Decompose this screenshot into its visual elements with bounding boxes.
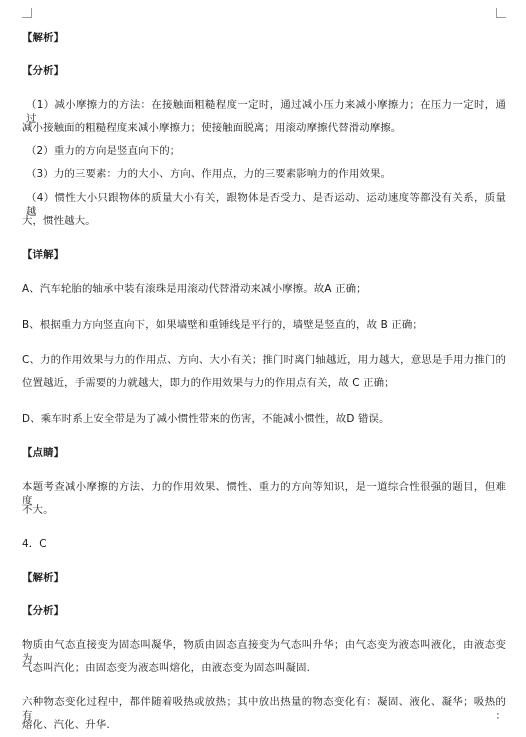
section-heading-xiangjie: 【详解】 — [22, 249, 65, 261]
section-heading-dianjing: 【点睛】 — [22, 447, 65, 459]
paragraph-line: （2）重力的方向是竖直向下的； — [26, 145, 181, 157]
page-corner-mark-left — [22, 8, 32, 18]
section-heading-fenxi: 【分析】 — [22, 65, 65, 77]
paragraph-line: 本题考查减小摩擦的方法、力的作用效果、惯性、重力的方向等知识，是一道综合性很强的题目，但难度 — [22, 481, 506, 507]
paragraph-line: （1）减小摩擦力的方法：在接触面粗糙程度一定时，通过减小压力来减小摩擦力；在压力一定时，通过 — [26, 99, 506, 125]
paragraph-line: 不大。 — [22, 504, 54, 516]
paragraph-line: D、乘车时系上安全带是为了减小惯性带来的伤害，不能减小惯性，故D 错误。 — [22, 413, 390, 425]
page-corner-mark-right — [496, 8, 506, 18]
paragraph-line: A、汽车轮胎的轴承中装有滚珠是用滚动代替滑动来减小摩擦。故A 正确； — [22, 283, 367, 295]
paragraph-line: 熔化、汽化、升华. — [22, 719, 110, 731]
section-heading-jiexi: 【解析】 — [22, 32, 65, 44]
paragraph-line: 减小接触面的粗糙程度来减小摩擦力；使接触面脱离；用滚动摩擦代替滑动摩擦。 — [22, 122, 402, 134]
paragraph-line: B、根据重力方向竖直向下，如果墙壁和重锤线是平行的，墙壁是竖直的，故 B 正确； — [22, 319, 423, 331]
paragraph-line: 大，惯性越大。 — [22, 215, 96, 227]
paragraph-line: C、力的作用效果与力的作用点、方向、大小有关；推门时离门轴越近，用力越大，意思是手用力推门的 — [22, 354, 506, 366]
question-number: 4．C — [22, 538, 47, 550]
section-heading-fenxi: 【分析】 — [22, 605, 65, 617]
paragraph-line: 六种物态变化过程中，都伴随着吸热或放热；其中放出热量的物态变化有：凝固、液化、凝华；吸热的有： — [22, 696, 506, 722]
paragraph-line: 物质由气态直接变为固态叫凝华，物质由固态直接变为气态叫升华；由气态变为液态叫液化，由液态变为 — [22, 639, 506, 665]
paragraph-line: （3）力的三要素：力的大小、方向、作用点，力的三要素影响力的作用效果。 — [26, 168, 392, 180]
paragraph-line: 位置越近，手需要的力就越大，即力的作用效果与力的作用点有关，故 C 正确； — [22, 377, 395, 389]
section-heading-jiexi: 【解析】 — [22, 572, 65, 584]
paragraph-line: 气态叫汽化；由固态变为液态叫熔化，由液态变为固态叫凝固. — [22, 662, 311, 674]
paragraph-line: （4）惯性大小只跟物体的质量大小有关，跟物体是否受力、是否运动、运动速度等都没有关系，质量越 — [26, 192, 506, 218]
